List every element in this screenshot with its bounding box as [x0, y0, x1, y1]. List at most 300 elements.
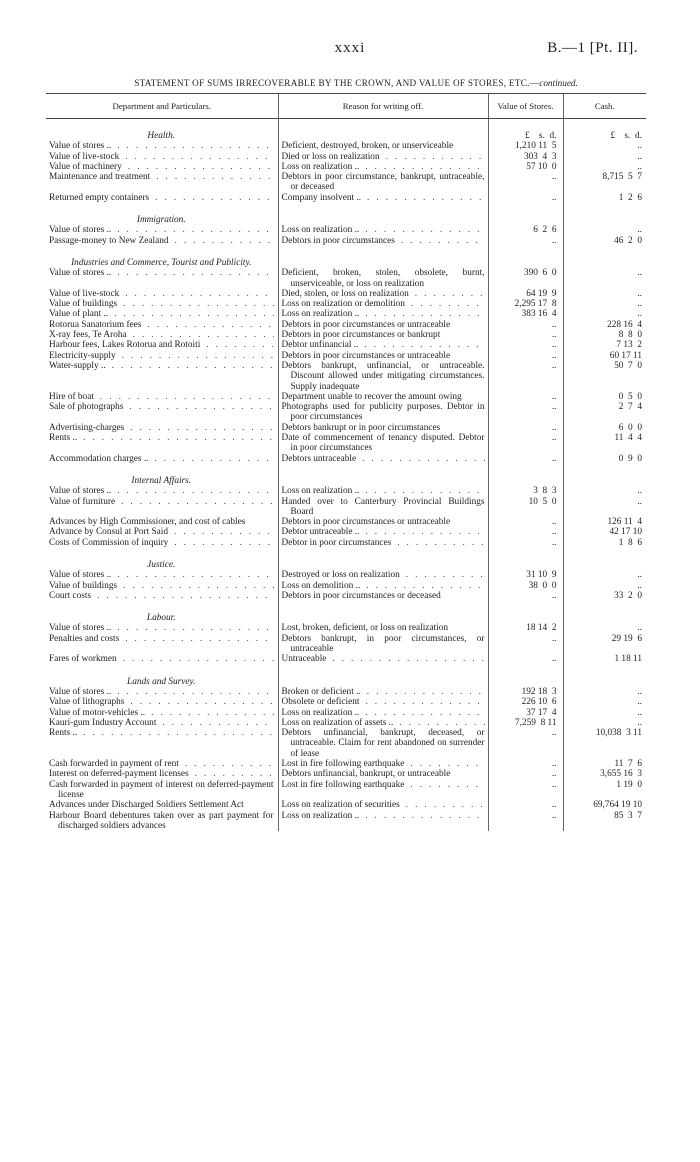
stores-value: .. [488, 800, 563, 810]
stores-value: 383 16 4 [488, 309, 563, 319]
dot-leader [156, 718, 273, 728]
particulars [49, 433, 274, 443]
particulars [49, 718, 274, 728]
table-row [46, 299, 646, 309]
reason [282, 800, 485, 810]
reason [282, 780, 485, 790]
table-row [46, 309, 646, 319]
particulars-text: Harbour fees, Lakes Rotorua and Rotoiti [49, 340, 201, 351]
reason-cell [278, 423, 488, 433]
cash-value: .. [563, 486, 646, 496]
stores-value: .. [488, 172, 563, 193]
table-row [46, 193, 646, 203]
dot-leader [116, 351, 274, 361]
statement-title-suffix: continued. [539, 78, 578, 88]
table-row [46, 423, 646, 433]
dot-leader [123, 402, 273, 412]
section-spacer [563, 464, 646, 486]
dot-leader [380, 152, 485, 162]
particulars [49, 423, 274, 433]
table-row [46, 402, 646, 423]
reason-text: Debtors in poor circumstances or bankrupt [281, 330, 441, 341]
table-row [46, 141, 646, 151]
dot-leader [361, 687, 485, 697]
cash-value: .. [563, 718, 646, 728]
reason [282, 162, 485, 172]
dot-leader [358, 340, 484, 350]
section-spacer [563, 246, 646, 268]
page-number: xxxi [334, 40, 366, 56]
table-row [46, 759, 646, 769]
table-row [46, 454, 646, 464]
table-row [46, 172, 646, 193]
stores-value: .. [488, 591, 563, 601]
particulars [49, 162, 274, 172]
table-row [46, 527, 646, 537]
dot-leader [117, 581, 273, 591]
cash-value: .. [563, 225, 646, 235]
table-row [46, 538, 646, 548]
particulars-text: Interest on deferred-payment licenses [49, 769, 189, 780]
section-title: Health. [147, 131, 176, 141]
reason-cell [278, 527, 488, 537]
dot-leader [111, 486, 273, 496]
particulars [49, 172, 274, 182]
section-title: Immigration. [136, 215, 186, 226]
particulars-cell [46, 351, 278, 361]
reason-cell [278, 497, 488, 518]
particulars-text: Cash forwarded in payment of interest on deferred-payment license [49, 779, 274, 800]
particulars-cell [46, 320, 278, 330]
particulars [49, 236, 274, 246]
particulars-cell [46, 654, 278, 664]
table-row [46, 361, 646, 392]
table-row [46, 718, 646, 728]
table-row [46, 330, 646, 340]
cash-value: 10,038 3 11 [563, 728, 646, 759]
particulars-text: Rents .. [49, 433, 78, 444]
particulars [49, 152, 274, 162]
cash-value: .. [563, 708, 646, 718]
dot-leader [359, 811, 484, 821]
reason-cell [278, 162, 488, 172]
particulars-text: Value of live-stock [49, 151, 120, 162]
particulars-cell [46, 623, 278, 633]
particulars-cell [46, 193, 278, 203]
statement-table [46, 93, 646, 831]
section-title: Labour. [146, 613, 176, 624]
table-row [46, 591, 646, 601]
cash-value: 1 19 0 [563, 780, 646, 801]
particulars-text: Value of stores .. [49, 486, 112, 497]
table-row [46, 486, 646, 496]
dot-leader [168, 527, 273, 537]
particulars [49, 581, 274, 591]
reason-text: Destroyed or loss on realization [281, 570, 400, 581]
table-row [46, 708, 646, 718]
dot-leader [400, 800, 485, 810]
reason [282, 486, 485, 496]
table-row [46, 800, 646, 810]
stores-value: .. [488, 654, 563, 664]
particulars-text: Value of buildings [49, 580, 118, 591]
reason-cell [278, 392, 488, 402]
cash-value: .. [563, 309, 646, 319]
reason [282, 152, 485, 162]
reason-text: Debtors bankrupt or in poor circumstances [281, 422, 441, 433]
particulars [49, 687, 274, 697]
particulars [49, 497, 274, 507]
dot-leader [117, 654, 274, 664]
particulars-cell [46, 728, 278, 759]
column-header-department: Department and Particulars. [46, 94, 278, 119]
particulars-cell [46, 433, 278, 454]
particulars-text: Value of stores .. [49, 570, 112, 581]
particulars-text: Advances by High Commissioner, and cost of cables [49, 517, 246, 528]
particulars-cell [46, 697, 278, 707]
reason-text: Loss on realization of assets .. [281, 717, 394, 728]
dot-leader [395, 236, 485, 246]
particulars-text: Electricity-supply [49, 350, 116, 361]
particulars [49, 402, 274, 412]
particulars-text: Value of live-stock [49, 288, 120, 299]
reason-text: Debtor in poor circumstances [281, 537, 392, 548]
document-reference: B.—1 [Pt. II]. [547, 40, 638, 56]
particulars-text: Value of machinery [49, 161, 122, 172]
particulars-text: Rotorua Sanatorium fees [49, 319, 142, 330]
reason [282, 340, 485, 350]
table-row [46, 392, 646, 402]
reason-text: Loss on realization .. [281, 225, 360, 236]
cash-value: 69,764 19 10 [563, 800, 646, 810]
dot-leader [179, 759, 274, 769]
dot-leader [111, 141, 273, 151]
stores-value: .. [488, 634, 563, 655]
cash-value: .. [563, 497, 646, 518]
cash-value: 126 11 4 [563, 517, 646, 527]
reason-text: Loss on demolition .. [281, 580, 361, 591]
section-title: Internal Affairs. [131, 475, 192, 486]
table-row [46, 769, 646, 779]
reason-text: Debtor untraceable .. [281, 527, 360, 538]
cash-value: 60 17 11 [563, 351, 646, 361]
cash-value: .. [563, 687, 646, 697]
reason-cell [278, 570, 488, 580]
stores-value: 18 14 2 [488, 623, 563, 633]
reason-cell [278, 759, 488, 769]
section-heading-row [46, 665, 646, 687]
particulars-text: Harbour Board debentures taken over as part payment for discharged soldiers advances [49, 810, 274, 831]
particulars-text: Value of stores .. [49, 686, 112, 697]
reason [282, 697, 485, 707]
reason-text: Department unable to recover the amount owing [281, 391, 462, 402]
dot-leader [200, 340, 273, 350]
reason [282, 299, 485, 309]
stores-value: 226 10 6 [488, 697, 563, 707]
particulars-cell [46, 152, 278, 162]
section-spacer [278, 601, 488, 623]
cash-value: 33 2 0 [563, 591, 646, 601]
particulars-text: Value of stores .. [49, 623, 112, 634]
reason-cell [278, 718, 488, 728]
particulars-cell [46, 340, 278, 350]
dot-leader [117, 299, 273, 309]
particulars-cell [46, 423, 278, 433]
dot-leader [149, 193, 273, 203]
particulars-text: Sale of photographs [49, 402, 124, 413]
particulars-cell [46, 634, 278, 655]
dot-leader [145, 708, 273, 718]
section-spacer [563, 601, 646, 623]
dot-leader [359, 527, 484, 537]
reason-text: Debtor unfinancial .. [281, 340, 359, 351]
reason [282, 708, 485, 718]
section-spacer [278, 246, 488, 268]
particulars [49, 340, 274, 350]
particulars-text: Fares of workmen [49, 654, 117, 665]
particulars-cell [46, 172, 278, 193]
table-row [46, 634, 646, 655]
particulars-text: Value of stores .. [49, 225, 112, 236]
particulars-cell [46, 236, 278, 246]
section-spacer [488, 246, 563, 268]
reason-text: Lost, broken, deficient, or loss on realization [281, 623, 449, 634]
column-header-cash: Cash. [563, 94, 646, 119]
stores-value: .. [488, 538, 563, 548]
reason [282, 538, 485, 548]
dot-leader [77, 728, 273, 738]
reason-cell [278, 454, 488, 464]
cash-value: 228 16 4 [563, 320, 646, 330]
reason-text: Broken or deficient .. [281, 686, 361, 697]
reason-cell [278, 538, 488, 548]
section-spacer [563, 665, 646, 687]
dot-leader [111, 268, 273, 278]
particulars [49, 193, 274, 203]
reason-cell [278, 320, 488, 330]
particulars [49, 697, 274, 707]
stores-value: .. [488, 361, 563, 392]
reason-cell [278, 634, 488, 655]
particulars [49, 361, 274, 371]
section-spacer [563, 548, 646, 570]
cash-value: 6 0 0 [563, 423, 646, 433]
stores-value: 390 6 0 [488, 268, 563, 289]
section-heading-row [46, 119, 646, 142]
dot-leader [150, 172, 273, 182]
particulars-cell [46, 268, 278, 289]
particulars-text: Value of stores .. [49, 141, 112, 152]
dot-leader [169, 236, 274, 246]
cash-value: .. [563, 623, 646, 633]
reason-cell [278, 193, 488, 203]
reason-text: Photographs used for publicity purposes. Debtor in poor circumstances [281, 402, 485, 423]
statement-title-main: STATEMENT OF SUMS IRRECOVERABLE BY THE CROWN, AND VALUE OF STORES, ETC.— [134, 78, 540, 88]
stores-value: 37 17 4 [488, 708, 563, 718]
stores-value: .. [488, 340, 563, 350]
table-row [46, 152, 646, 162]
reason-text: Debtors in poor circumstances [281, 235, 395, 246]
section-spacer [488, 464, 563, 486]
particulars-cell [46, 486, 278, 496]
reason-text: Debtors unfinancial, bankrupt, or untraceable [281, 769, 451, 780]
stores-value: .. [488, 392, 563, 402]
cash-value: 1 8 6 [563, 538, 646, 548]
section-heading-row [46, 548, 646, 570]
table-row [46, 517, 646, 527]
reason [282, 309, 485, 319]
reason-cell [278, 141, 488, 151]
particulars-text: Costs of Commission of inquiry [49, 537, 169, 548]
reason-text: Debtors untraceable [281, 453, 357, 464]
reason-text: Untraceable [281, 654, 327, 665]
particulars-cell [46, 309, 278, 319]
dot-leader [359, 162, 484, 172]
dot-leader [111, 570, 273, 580]
particulars-cell [46, 225, 278, 235]
reason-cell [278, 697, 488, 707]
stores-units: £ s. d. [488, 119, 563, 142]
reason-cell [278, 330, 488, 340]
particulars-cell [46, 299, 278, 309]
dot-leader [391, 538, 484, 548]
stores-value: 38 0 0 [488, 581, 563, 591]
page-header [0, 40, 700, 62]
dot-leader [405, 299, 485, 309]
particulars-cell [46, 708, 278, 718]
dot-leader [359, 486, 484, 496]
particulars [49, 623, 274, 633]
reason-cell [278, 591, 488, 601]
reason-text: Loss on realization or demolition [281, 299, 405, 310]
stores-value: .. [488, 769, 563, 779]
table-row [46, 320, 646, 330]
dot-leader [359, 225, 484, 235]
particulars-cell [46, 162, 278, 172]
section-spacer [278, 119, 488, 142]
table-row [46, 654, 646, 664]
section-title: Justice. [147, 559, 176, 570]
cash-value: .. [563, 581, 646, 591]
statement-title [46, 78, 666, 88]
dot-leader [404, 780, 484, 790]
reason [282, 193, 485, 203]
reason [282, 811, 485, 821]
particulars [49, 634, 274, 644]
reason-text: Loss on realization of securities [281, 800, 400, 811]
reason-text: Died or loss on realization [281, 151, 380, 162]
particulars-text: X-ray fees, Te Aroha [49, 330, 127, 341]
stores-value: .. [488, 454, 563, 464]
table-row [46, 289, 646, 299]
cash-value: 1 2 6 [563, 193, 646, 203]
reason-cell [278, 517, 488, 527]
particulars-text: Hire of boat [49, 391, 94, 402]
particulars-cell [46, 392, 278, 402]
particulars-text: Advertising-charges [49, 422, 125, 433]
dot-leader [360, 581, 484, 591]
reason-text: Company insolvent .. [281, 192, 362, 203]
stores-value: .. [488, 517, 563, 527]
stores-value: .. [488, 780, 563, 801]
stores-value: .. [488, 330, 563, 340]
reason-cell [278, 654, 488, 664]
particulars [49, 591, 274, 601]
section-spacer [278, 665, 488, 687]
reason [282, 718, 485, 728]
particulars-text: Court costs [49, 590, 92, 601]
reason-text: Loss on realization .. [281, 707, 360, 718]
particulars [49, 527, 274, 537]
table-row [46, 497, 646, 518]
reason [282, 570, 485, 580]
cash-value: .. [563, 570, 646, 580]
cash-value: .. [563, 268, 646, 289]
stores-value: .. [488, 402, 563, 423]
reason-cell [278, 236, 488, 246]
particulars-cell [46, 780, 278, 801]
column-header-reason: Reason for writing off. [278, 94, 488, 119]
particulars [49, 351, 274, 361]
reason [282, 581, 485, 591]
particulars-text: Accommodation charges .. [49, 453, 149, 464]
statement-table-wrapper [46, 93, 646, 831]
reason-cell [278, 769, 488, 779]
particulars [49, 654, 274, 664]
particulars [49, 570, 274, 580]
particulars-text: Advance by Consul at Port Said [49, 527, 169, 538]
dot-leader [91, 591, 273, 601]
reason-cell [278, 172, 488, 193]
reason-cell [278, 433, 488, 454]
dot-leader [111, 225, 273, 235]
stores-value: 10 5 0 [488, 497, 563, 518]
particulars-text: Cash forwarded in payment of rent [49, 759, 179, 770]
dot-leader [111, 623, 273, 633]
particulars-text: Value of plant .. [49, 309, 109, 320]
reason-text: Debtors in poor circumstances or untraceable [281, 350, 451, 361]
particulars-text: Penalties and costs [49, 633, 120, 644]
stores-value: .. [488, 728, 563, 759]
reason-text: Lost in fire following earthquake [281, 779, 405, 790]
reason-cell [278, 708, 488, 718]
cash-value: 3,655 16 3 [563, 769, 646, 779]
reason [282, 454, 485, 464]
particulars [49, 454, 274, 464]
table-row [46, 433, 646, 454]
stores-value: 31 10 9 [488, 570, 563, 580]
reason-cell [278, 340, 488, 350]
cash-value: 11 4 4 [563, 433, 646, 454]
particulars-cell [46, 538, 278, 548]
table-row [46, 351, 646, 361]
table-row [46, 225, 646, 235]
reason-cell [278, 152, 488, 162]
section-spacer [488, 665, 563, 687]
table-header-row [46, 94, 646, 119]
stores-value: 6 2 6 [488, 225, 563, 235]
stores-value: .. [488, 423, 563, 433]
cash-value: 2 7 4 [563, 402, 646, 423]
table-row [46, 623, 646, 633]
dot-leader [400, 570, 485, 580]
reason-cell [278, 309, 488, 319]
particulars [49, 392, 274, 402]
reason-cell [278, 289, 488, 299]
particulars-cell [46, 527, 278, 537]
stores-value: 303 4 3 [488, 152, 563, 162]
cash-value: .. [563, 141, 646, 151]
